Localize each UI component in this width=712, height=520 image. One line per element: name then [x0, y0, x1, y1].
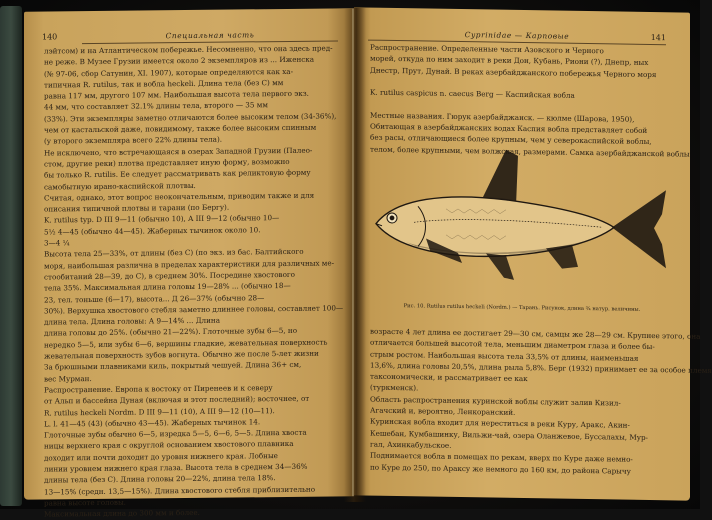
- text-line: (туркменск).: [370, 383, 419, 393]
- text-line: Обитающая в азербайджанских водах Каспия вобла представляет собой: [370, 121, 648, 136]
- text-line: моря, наибольшая различна в пределах характеристики для различных ме-: [44, 258, 335, 271]
- text-line: стообитаний 28—39, до С), в среднем 30%. Посредине хвостового: [44, 269, 295, 282]
- text-line: чем от кастальской даже, повидимому, также более высоким спинным: [44, 122, 317, 135]
- left-page-number: 140: [42, 32, 58, 42]
- left-running-head: [42, 26, 338, 44]
- text-line: нередко 5—5, или зубы 6—6, вершины гладкие, жевательная поверхность: [44, 337, 328, 350]
- text-line: доходит или почти доходит до уровня нижнего края. Лобные: [44, 450, 278, 463]
- left-text-block: [44, 42, 344, 520]
- text-line: 13—15% (средн. 13,5—15%). Длина хвостового стебля приблизительно: [44, 484, 316, 497]
- text-line: длина тела. Длина головы: А 9—14% ... Длина: [44, 315, 220, 327]
- text-line: Область распространения куринской воблы служит залив Кизил-: [370, 394, 621, 408]
- text-line: ницы верхнего края с округлой основанием хвостового плавника: [44, 439, 294, 451]
- text-line: L. l. 41—45 (43) (обычно 43—45). Жаберных тычинок 14.: [44, 417, 261, 429]
- text-line: равна 117 мм, другого 107 мм. Наибольшая высота тела первого экз.: [44, 88, 309, 101]
- text-line: Днестр, Прут, Дунай. В реках азербайджанского побережья Черного моря: [370, 65, 657, 79]
- text-line: стом, другие реки) плотва представляет иную форму, возможно: [44, 156, 290, 169]
- text-line: Куринская вобла входит для нереститься в реки Куру, Аракс, Акин-: [370, 416, 630, 431]
- text-line: Максимальная длина до 300 мм и более.: [44, 508, 200, 519]
- text-line: 30%). Верхушка хвостового стебля заметно длиннее головы, составляет 100—: [44, 303, 344, 316]
- text-line: (33%). Эти экземпляры заметно отличаются более высоким телом (34-36%),: [44, 111, 337, 124]
- text-line: За брюшными плавниками киль, покрытый чешуей. Длина 36+ см,: [44, 360, 302, 372]
- text-line: Поднимается вобла в помещах по рекам, вверх по Куре даже немно-: [370, 450, 633, 465]
- text-line: стрым ростом. Наибольшая высота тела 33,5% от длины, наименьшая: [370, 349, 639, 363]
- text-line: таксономически, и рассматривает ее как: [370, 371, 528, 384]
- text-line: вес Мурман.: [44, 373, 92, 384]
- text-line: типичная R. rutilus, так и вобла heckeli. Длина тела (без С) мм: [44, 77, 284, 90]
- text-line: равна высоте головы.: [44, 497, 126, 508]
- text-line: Глоточные зубы обычно 6—5, изредка 5—5, 6—6, 5—5. Длина хвоста: [44, 427, 307, 440]
- fish-illustration-icon: [366, 146, 678, 301]
- text-line: Распространение. Определенные части Азовского и Черного: [370, 42, 604, 56]
- text-line: Считая, однако, этот вопрос неокончательным, приводим также и для: [44, 190, 315, 203]
- right-running-title: Cyprinidae — Карповые: [464, 30, 570, 41]
- left-running-title: Специальная часть: [165, 30, 255, 41]
- text-line: возрасте 4 лет длина ее достигает 29—30 см, самцы же 28—29 см. Крупнее этого, она: [370, 326, 701, 341]
- text-line: телом, более крупными, чем волжская, размерами. Самка азербайджанской воблы: [370, 144, 690, 159]
- right-upper-text: [370, 42, 690, 160]
- text-line: жевательная поверхность зубов вогнута. Обычно же после 5-лет жизни: [44, 348, 319, 361]
- text-line: 3—4 ¼: [44, 238, 70, 248]
- left-page: [24, 8, 354, 519]
- text-line: от Альп и бассейна Дуная (включая и этот последний); восточнее, от: [44, 393, 310, 406]
- text-line: (у второго экземпляра всего 22% длины тела).: [44, 135, 223, 146]
- text-line: не реже. В Музее Грузии имеется около 2 экземпляров из ... Иженска: [44, 54, 315, 67]
- text-line: длины тела (без С). Длина головы 20—22%, длина тела 18%.: [44, 473, 276, 485]
- text-line: Распространение. Европа к востоку от Пиренеев и к северу: [44, 383, 273, 395]
- text-line: (№ 97-06, сбор Сатунин, XI. 1907), которые определяются как ха-: [44, 66, 294, 79]
- text-line: гал, Ахинкабульское.: [370, 439, 452, 450]
- text-line: Агачский и, вероятно, Ленкоранский.: [370, 405, 516, 417]
- text-line: K. rutilus typ. D III 9—11 (обычно 10), A III 9—12 (обычно 10—: [44, 213, 280, 225]
- text-line: Местные названия. Гюрук азербайджанск. — кюлме (Шарова, 1950),: [370, 110, 635, 124]
- fish-figure: [366, 146, 678, 319]
- book-cover-edge: [0, 6, 22, 506]
- text-line: линии уровнем нижнего края глаза. Высота тела в среднем 34—36%: [44, 461, 308, 474]
- right-lower-text: [370, 326, 712, 478]
- text-line: Высота тела 25—33%, от длины (без С) (по экз. из бас. Балтийского: [44, 247, 304, 259]
- text-line: 5½ 4—45 (обычно 44—45). Жаберных тычинок около 10.: [44, 225, 261, 237]
- text-line: K. rutilus caspicus n. caecus Berg — Каспийская вобла: [370, 87, 575, 101]
- text-line: по Куре до 250, по Араксу же немного до 160 км, до района Сарычу: [370, 462, 631, 476]
- text-line: длина головы до 25%. (обычно 21—22%). Глоточные зубы 6—5, но: [44, 326, 298, 338]
- text-line: Кешебан, Кумбашинку, Вильжи-чай, озера Оланжевое, Буссалахы, Мур-: [370, 428, 648, 442]
- text-line: 44 мм, что составляет 32.1% длины тела, второго — 35 мм: [44, 100, 268, 113]
- text-line: описания типичной плотвы и тарани (по Бергу).: [44, 202, 230, 214]
- text-line: морей, откуда по ним заходит в реки Дон, Кубань, Риони (?), Днепр, ных: [370, 53, 649, 68]
- right-page: [354, 7, 712, 500]
- text-line: отличается большей высотой тела, меньшим диаметром глаза и более бы-: [370, 337, 655, 352]
- text-line: лэйтсом) и на Атлантическом побережье. Несомненно, что она здесь пред-: [44, 43, 333, 56]
- text-line: 23, тел. тоньше (6—17), высота... Д 26—37% (обычно 28—: [44, 292, 265, 305]
- text-line: самобытную ирано-каспийской плотвы.: [44, 180, 196, 192]
- figure-caption: Рис. 10. Rutilus rutilus heckeli (Nordm.) — Тарань. Рисунок, длина ¾ натур. величины.: [403, 303, 641, 313]
- text-line: 13,6%, длина головы 20,5%, длина рыла 5,8%. Берг (1932) принимает ее за особое племя: [370, 360, 712, 375]
- text-line: Не исключено, что встречающаяся в озерах Западной Грузии (Палео-: [44, 145, 313, 158]
- text-line: бы только R. rutilis. Ее следует рассматривать как реликтовую форму: [44, 167, 311, 180]
- right-page-number: 141: [650, 33, 666, 43]
- text-line: R. rutilus heckeli Nordm. D III 9—11 (10), A III 9—12 (10—11).: [44, 405, 275, 418]
- text-line: тела 35%. Максимальная длина головы 19—28% ... (обычно 18—: [44, 281, 291, 293]
- text-line: без расы, отличающиеся более крупным, чем у северокаспийской воблы,: [370, 132, 652, 147]
